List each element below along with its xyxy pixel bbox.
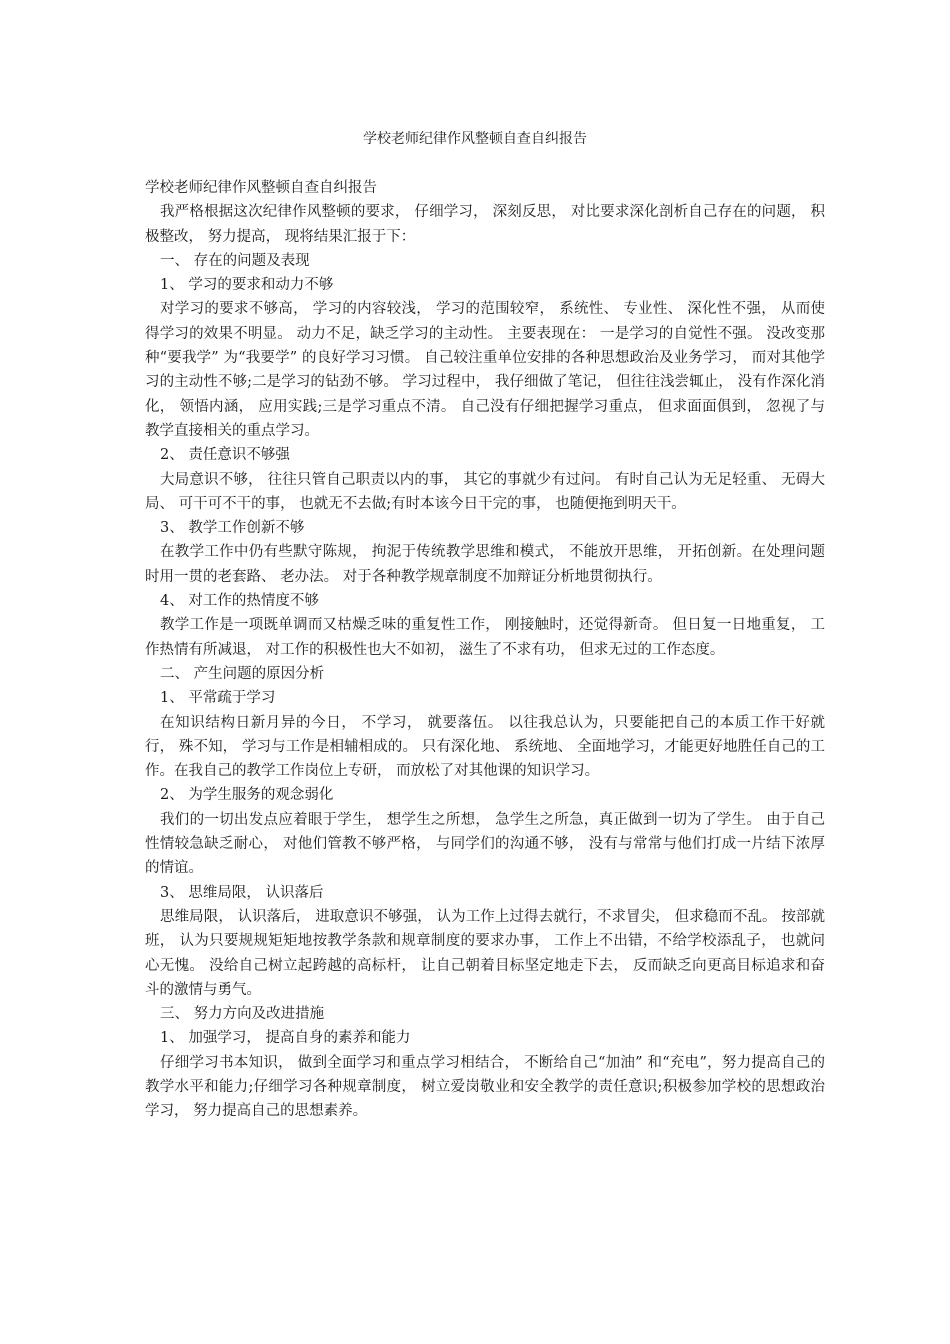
section-heading: 1、 平常疏于学习 [160, 690, 276, 707]
document-subtitle: 学校老师纪律作风整顿自查自纠报告 [145, 180, 377, 196]
document-body [145, 176, 825, 1124]
body-paragraph: 思维局限， 认识落后， 进取意识不够强， 认为工作上过得去就行，不求冒尖， 但求稳而不乱。 按部就班， 认为只要规规矩矩地按教学条款和规章制度的要求办事， 工作上不出错，不给学校添乱子， 也就问心无愧。 没给自己树立起跨越的高标杆， 让自己朝着目标坚定地走下去， 反而缺乏向更高目标追求和奋斗的激情与勇气。 [145, 908, 825, 998]
body-paragraph: 大局意识不够， 往往只管自己职责以内的事， 其它的事就少有过问。 有时自己认为无足轻重、 无碍大局、 可干可不干的事， 也就无不去做;有时本该今日干完的事， 也随便拖到明天干。 [145, 471, 825, 512]
body-paragraph: 对学习的要求不够高， 学习的内容较浅， 学习的范围较窄， 系统性、 专业性、 深化性不强， 从而使得学习的效果不明显。 动力不足，缺乏学习的主动性。 主要表现在： 一是学习的自觉性不强。 没改变那种“要我学” 为“我要学” 的良好学习习惯。 自己较注重单位安排的各种思想政治及业务学习， 而对其他学习的主动性不够;二是学习的钻劲不够。 学习过程中， 我仔细做了笔记， 但往往浅尝辄止， 没有作深化消化， 领悟内涵， 应用实践;三是学习重点不清。 自己没有仔细把握学习重点， 但求面面俱到， 忽视了与教学直接相关的重点学习。 [145, 301, 825, 439]
section-heading: 2、 责任意识不够强 [160, 447, 290, 464]
section-heading: 一、 存在的问题及表现 [160, 252, 310, 269]
body-paragraph: 教学工作是一项既单调而又枯燥乏味的重复性工作， 刚接触时，还觉得新奇。 但日复一日地重复， 工作热情有所减退， 对工作的积极性也大不如初， 滋生了不求有功， 但求无过的工作态度。 [145, 617, 825, 658]
section-heading: 三、 努力方向及改进措施 [160, 1006, 325, 1023]
section-heading: 1、 加强学习， 提高自身的素养和能力 [160, 1030, 411, 1047]
body-paragraph: 在教学工作中仍有些默守陈规， 拘泥于传统教学思维和模式， 不能放开思维， 开拓创新。在处理问题时用一贯的老套路、 老办法。 对于各种教学规章制度不加辩证分析地贯彻执行。 [145, 544, 825, 585]
section-heading: 2、 为学生服务的观念弱化 [160, 787, 334, 804]
section-heading: 3、 教学工作创新不够 [160, 520, 305, 537]
document-title: 学校老师纪律作风整顿自查自纠报告 [363, 131, 587, 147]
section-heading: 3、 思维局限， 认识落后 [160, 884, 324, 901]
body-paragraph: 在知识结构日新月异的今日， 不学习， 就要落伍。 以往我总认为，只要能把自己的本质工作干好就行， 殊不知， 学习与工作是相辅相成的。 只有深化地、 系统地、 全面地学习，才能更好地胜任自己的工作。在我自己的教学工作岗位上专研， 而放松了对其他课的知识学习。 [145, 714, 825, 780]
body-paragraph: 我严格根据这次纪律作风整顿的要求， 仔细学习， 深刻反思， 对比要求深化剖析自己存在的问题， 积极整改， 努力提高， 现将结果汇报于下： [145, 204, 825, 245]
section-heading: 1、 学习的要求和动力不够 [160, 277, 334, 294]
section-heading: 4、 对工作的热情度不够 [160, 593, 319, 610]
body-paragraph: 我们的一切出发点应着眼于学生， 想学生之所想， 急学生之所急，真正做到一切为了学生。 由于自己性情较急缺乏耐心， 对他们管教不够严格， 与同学们的沟通不够， 没有与常常与他们打成一片结下浓厚的情谊。 [145, 811, 825, 877]
body-paragraph: 仔细学习书本知识， 做到全面学习和重点学习相结合， 不断给自己“加油” 和“充电”，努力提高自己的教学水平和能力;仔细学习各种规章制度， 树立爱岗敬业和安全教学的责任意识;积极参加学校的思想政治学习， 努力提高自己的思想素养。 [145, 1054, 825, 1120]
section-heading: 二、 产生问题的原因分析 [160, 665, 325, 682]
